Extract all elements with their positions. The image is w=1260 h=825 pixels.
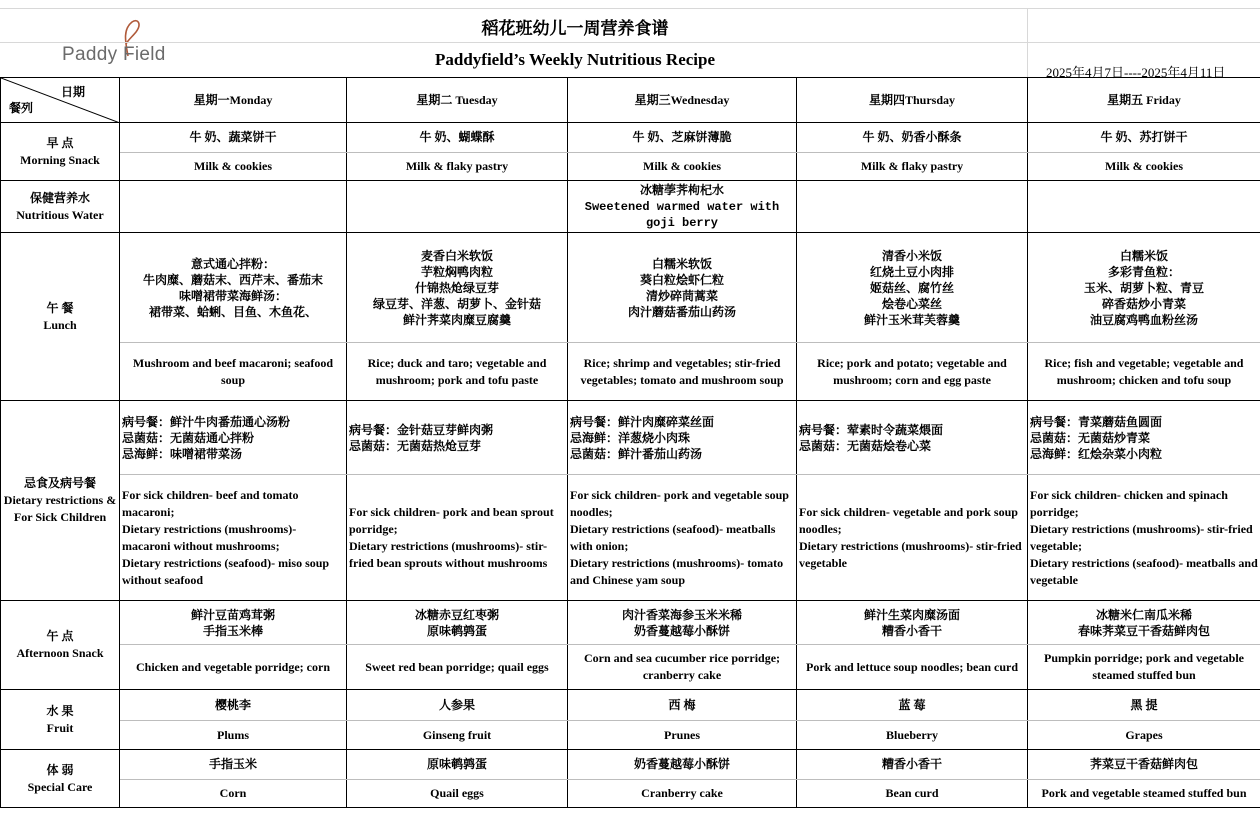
special-care-en-mon: Corn (120, 780, 347, 808)
nutritious-water-fri (1028, 181, 1260, 233)
special-care-cn-thu: 糟香小香干 (797, 750, 1028, 780)
fruit-row-en (1, 721, 1260, 750)
afternoon-snack-en-fri: Pumpkin porridge; pork and vegetable steamed stuffed bun (1028, 645, 1260, 690)
afternoon-snack-row-cn (1, 601, 1260, 645)
nutritious-water-label: 保健营养水 Nutritious Water (1, 181, 120, 233)
special-care-en-thu: Bean curd (797, 780, 1028, 808)
fruit-cn-mon: 樱桃李 (120, 690, 347, 721)
special-care-en-tue: Quail eggs (347, 780, 568, 808)
morning-snack-cn-wed: 牛 奶、芝麻饼薄脆 (568, 123, 797, 153)
dietary-row-cn (1, 401, 1260, 475)
fruit-cn-tue: 人参果 (347, 690, 568, 721)
morning-snack-en-mon: Milk & cookies (120, 153, 347, 181)
lunch-en-tue: Rice; duck and taro; vegetable and mushroom; pork and tofu paste (347, 343, 568, 401)
lunch-cn-wed: 白糯米软饭 葵白粒烩虾仁粒 清炒碎茼蒿菜 肉汁蘑菇番茄山药汤 (568, 233, 797, 343)
dietary-en-tue: For sick children- pork and bean sprout porridge; Dietary restrictions (mushrooms)- stir-fried bean sprouts without mushrooms (347, 475, 568, 601)
fruit-cn-thu: 蓝 莓 (797, 690, 1028, 721)
special-care-row-cn (1, 750, 1260, 780)
nutritious-water-thu (797, 181, 1028, 233)
special-care-cn-wed: 奶香蔓越莓小酥饼 (568, 750, 797, 780)
morning-snack-cn-tue: 牛 奶、蝴蝶酥 (347, 123, 568, 153)
nutritious-water-wed-en: Sweetened warmed water with goji berry (584, 200, 780, 230)
dietary-cn-mon: 病号餐：鲜汁牛肉番茄通心汤粉 忌菌菇：无菌菇通心拌粉 忌海鲜：味噌裙带菜汤 (120, 401, 347, 475)
fruit-row-cn (1, 690, 1260, 721)
lunch-en-thu: Rice; pork and potato; vegetable and mushroom; corn and egg paste (797, 343, 1028, 401)
fruit-en-tue: Ginseng fruit (347, 721, 568, 750)
morning-snack-row-cn (1, 123, 1260, 153)
morning-snack-en-fri: Milk & cookies (1028, 153, 1260, 181)
dietary-en-wed: For sick children- pork and vegetable soup noodles; Dietary restrictions (seafood)- meatballs with onion; Dietary restrictions (mushrooms)- tomato and Chinese yam soup (568, 475, 797, 601)
day-header-row (1, 78, 1260, 123)
fruit-cn-fri: 黑 提 (1028, 690, 1260, 721)
special-care-en-fri: Pork and vegetable steamed stuffed bun (1028, 780, 1260, 808)
afternoon-snack-en-wed: Corn and sea cucumber rice porridge; cranberry cake (568, 645, 797, 690)
morning-snack-en-wed: Milk & cookies (568, 153, 797, 181)
dietary-en-fri: For sick children- chicken and spinach porridge; Dietary restrictions (mushrooms)- stir-fried vegetable; Dietary restrictions (seafood)- meatballs and vegetable (1028, 475, 1260, 601)
fruit-en-fri: Grapes (1028, 721, 1260, 750)
afternoon-snack-row-en (1, 645, 1260, 690)
lunch-en-wed: Rice; shrimp and vegetables; stir-fried vegetables; tomato and mushroom soup (568, 343, 797, 401)
header-rule-2 (0, 42, 1260, 43)
fruit-en-mon: Plums (120, 721, 347, 750)
afternoon-snack-en-tue: Sweet red bean porridge; quail eggs (347, 645, 568, 690)
page-title-cn: 稻花班幼儿一周营养食谱 (481, 19, 669, 38)
afternoon-snack-cn-mon: 鲜汁豆苗鸡茸粥 手指玉米棒 (120, 601, 347, 645)
morning-snack-row-en (1, 153, 1260, 181)
dietary-en-mon: For sick children- beef and tomato macaroni; Dietary restrictions (mushrooms)- macaroni without mushrooms; Dietary restrictions (seafood)- miso soup without seafood (120, 475, 347, 601)
afternoon-snack-cn-wed: 肉汁香菜海参玉米米稀 奶香蔓越莓小酥饼 (568, 601, 797, 645)
special-care-cn-tue: 原味鹌鹑蛋 (347, 750, 568, 780)
lunch-row-cn (1, 233, 1260, 343)
dietary-cn-wed: 病号餐：鲜汁肉糜碎菜丝面 忌海鲜：洋葱烧小肉珠 忌菌菇：鲜汁番茄山药汤 (568, 401, 797, 475)
nutritious-water-wed (568, 181, 797, 233)
lunch-row-en (1, 343, 1260, 401)
dietary-en-thu: For sick children- vegetable and pork soup noodles; Dietary restrictions (mushrooms)- stir-fried vegetable (797, 475, 1028, 601)
fruit-en-wed: Prunes (568, 721, 797, 750)
logo-text: Paddy Field (62, 44, 166, 65)
lunch-cn-fri: 白糯米饭 多彩青鱼粒： 玉米、胡萝卜粒、青豆 碎香菇炒小青菜 油豆腐鸡鸭血粉丝汤 (1028, 233, 1260, 343)
corner-date-label: 日期 (60, 85, 85, 99)
afternoon-snack-en-mon: Chicken and vegetable porridge; corn (120, 645, 347, 690)
day-header-tue: 星期二 Tuesday (347, 78, 568, 123)
special-care-cn-mon: 手指玉米 (120, 750, 347, 780)
day-header-fri: 星期五 Friday (1028, 78, 1260, 123)
logo (56, 14, 186, 74)
fruit-cn-wed: 西 梅 (568, 690, 797, 721)
special-care-row-en (1, 780, 1260, 808)
morning-snack-label: 早 点 Morning Snack (1, 123, 120, 181)
lunch-cn-thu: 清香小米饭 红烧土豆小肉排 姬菇丝、腐竹丝 烩卷心菜丝 鲜汁玉米茸芙蓉羹 (797, 233, 1028, 343)
day-header-mon: 星期一Monday (120, 78, 347, 123)
special-care-label: 体 弱 Special Care (1, 750, 120, 808)
lunch-label: 午 餐 Lunch (1, 233, 120, 401)
afternoon-snack-cn-thu: 鲜汁生菜肉糜汤面 糟香小香干 (797, 601, 1028, 645)
lunch-cn-tue: 麦香白米软饭 芋粒焖鸭肉粒 什锦热炝绿豆芽 绿豆芽、洋葱、胡萝卜、金针菇 鲜汁荠菜肉糜豆腐羹 (347, 233, 568, 343)
fruit-en-thu: Blueberry (797, 721, 1028, 750)
fruit-label: 水 果 Fruit (1, 690, 120, 750)
day-header-wed: 星期三Wednesday (568, 78, 797, 123)
special-care-en-wed: Cranberry cake (568, 780, 797, 808)
page-title-en: Paddyfield’s Weekly Nutritious Recipe (434, 50, 716, 69)
corner-meal-label: 餐列 (9, 101, 34, 115)
lunch-cn-mon: 意式通心拌粉： 牛肉糜、蘑菇末、西芹末、番茄末 味噌裙带菜海鲜汤： 裙带菜、蛤蜊、目鱼、木鱼花、 (120, 233, 347, 343)
afternoon-snack-cn-fri: 冰糖米仁南瓜米稀 春味荠菜豆干香菇鲜肉包 (1028, 601, 1260, 645)
afternoon-snack-cn-tue: 冰糖赤豆红枣粥 原味鹌鹑蛋 (347, 601, 568, 645)
corner-cell (1, 78, 120, 123)
dietary-cn-fri: 病号餐：青菜蘑菇鱼圆面 忌菌菇：无菌菇炒青菜 忌海鲜：红烩杂菜小肉粒 (1028, 401, 1260, 475)
nutritious-water-tue (347, 181, 568, 233)
day-header-thu: 星期四Thursday (797, 78, 1028, 123)
dietary-cn-thu: 病号餐：荤素时令蔬菜煨面 忌菌菇：无菌菇烩卷心菜 (797, 401, 1028, 475)
special-care-cn-fri: 荠菜豆干香菇鲜肉包 (1028, 750, 1260, 780)
header-divider (1027, 8, 1028, 78)
date-range: 2025年4月7日----2025年4月11日 (1046, 65, 1226, 80)
nutritious-water-wed-cn: 冰糖荸荠枸杞水 (639, 183, 724, 197)
header-rule-1 (0, 8, 1260, 9)
afternoon-snack-label: 午 点 Afternoon Snack (1, 601, 120, 690)
lunch-en-fri: Rice; fish and vegetable; vegetable and mushroom; chicken and tofu soup (1028, 343, 1260, 401)
morning-snack-en-thu: Milk & flaky pastry (797, 153, 1028, 181)
recipe-table (0, 77, 1260, 808)
morning-snack-cn-thu: 牛 奶、奶香小酥条 (797, 123, 1028, 153)
nutritious-water-mon (120, 181, 347, 233)
morning-snack-cn-mon: 牛 奶、蔬菜饼干 (120, 123, 347, 153)
dietary-label: 忌食及病号餐 Dietary restrictions & For Sick Children (1, 401, 120, 601)
dietary-cn-tue: 病号餐：金针菇豆芽鲜肉粥 忌菌菇：无菌菇热炝豆芽 (347, 401, 568, 475)
dietary-row-en (1, 475, 1260, 601)
morning-snack-cn-fri: 牛 奶、苏打饼干 (1028, 123, 1260, 153)
nutritious-water-row (1, 181, 1260, 233)
afternoon-snack-en-thu: Pork and lettuce soup noodles; bean curd (797, 645, 1028, 690)
lunch-en-mon: Mushroom and beef macaroni; seafood soup (120, 343, 347, 401)
morning-snack-en-tue: Milk & flaky pastry (347, 153, 568, 181)
